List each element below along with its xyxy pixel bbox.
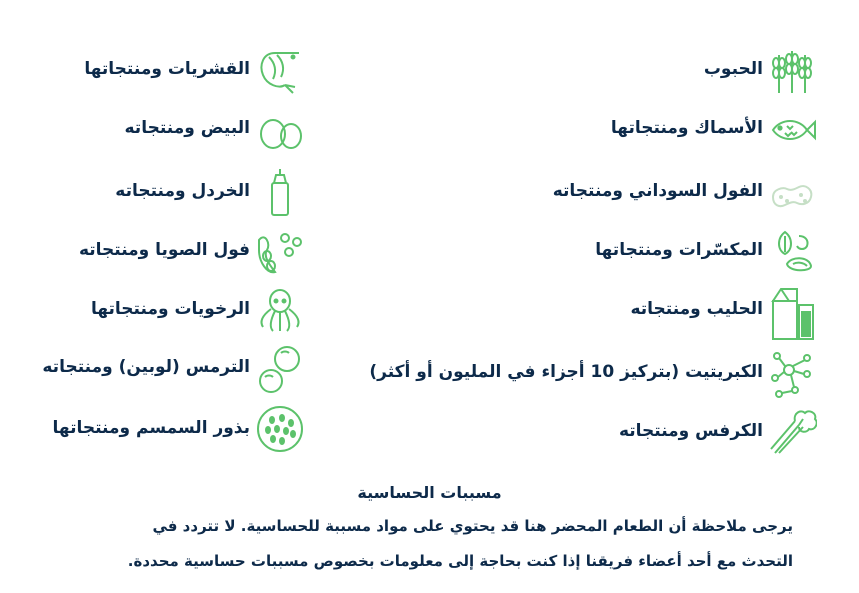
notice-text-line-2: التحدث مع أحد أعضاء فريقنا إذا كنت بحاجة إلى معلومات بخصوص مسببات حساسية محددة. bbox=[127, 552, 793, 570]
soybean-icon bbox=[255, 226, 305, 276]
allergen-label: الحليب ومنتجاته bbox=[630, 299, 763, 319]
allergen-item-mustard bbox=[0, 167, 859, 215]
allergen-label: القشريات ومنتجاتها bbox=[84, 59, 250, 79]
allergen-label: بذور السمسم ومنتجاتها bbox=[52, 418, 250, 438]
allergen-label: الحبوب bbox=[703, 59, 763, 79]
allergen-label: فول الصويا ومنتجاته bbox=[78, 240, 250, 260]
allergen-label: الفول السوداني ومنتجاته bbox=[552, 181, 763, 201]
allergen-item-molluscs bbox=[0, 285, 859, 333]
notice-heading: مسببات الحساسية bbox=[357, 483, 502, 502]
allergen-label: البيض ومنتجاته bbox=[124, 118, 250, 138]
allergen-label: المكسّرات ومنتجاتها bbox=[595, 240, 763, 260]
allergen-label: الترمس (لوبين) ومنتجاته bbox=[42, 357, 250, 377]
mustard-bottle-icon bbox=[255, 167, 305, 217]
allergen-label: الخردل ومنتجاته bbox=[115, 181, 250, 201]
allergen-item-lupin bbox=[0, 343, 859, 391]
octopus-icon bbox=[255, 285, 305, 335]
shrimp-icon bbox=[255, 45, 305, 95]
allergen-item-soy bbox=[0, 226, 859, 274]
allergen-label: الكبريتيت (بتركيز 10 أجزاء في المليون أو أكثر) bbox=[369, 362, 763, 382]
notice-text-line-1: يرجى ملاحظة أن الطعام المحضر هنا قد يحتوي على مواد مسببة للحساسية. لا تتردد في bbox=[152, 517, 793, 535]
allergen-label: الرخويات ومنتجاتها bbox=[90, 299, 250, 319]
sesame-icon bbox=[255, 404, 305, 454]
lupin-icon bbox=[255, 343, 305, 393]
allergen-item-crustaceans bbox=[0, 45, 859, 93]
eggs-icon bbox=[255, 104, 305, 154]
allergen-item-eggs bbox=[0, 104, 859, 152]
allergen-label: الكرفس ومنتجاته bbox=[618, 421, 763, 441]
allergen-label: الأسماك ومنتجاتها bbox=[610, 118, 763, 138]
allergen-item-sesame bbox=[0, 404, 859, 452]
